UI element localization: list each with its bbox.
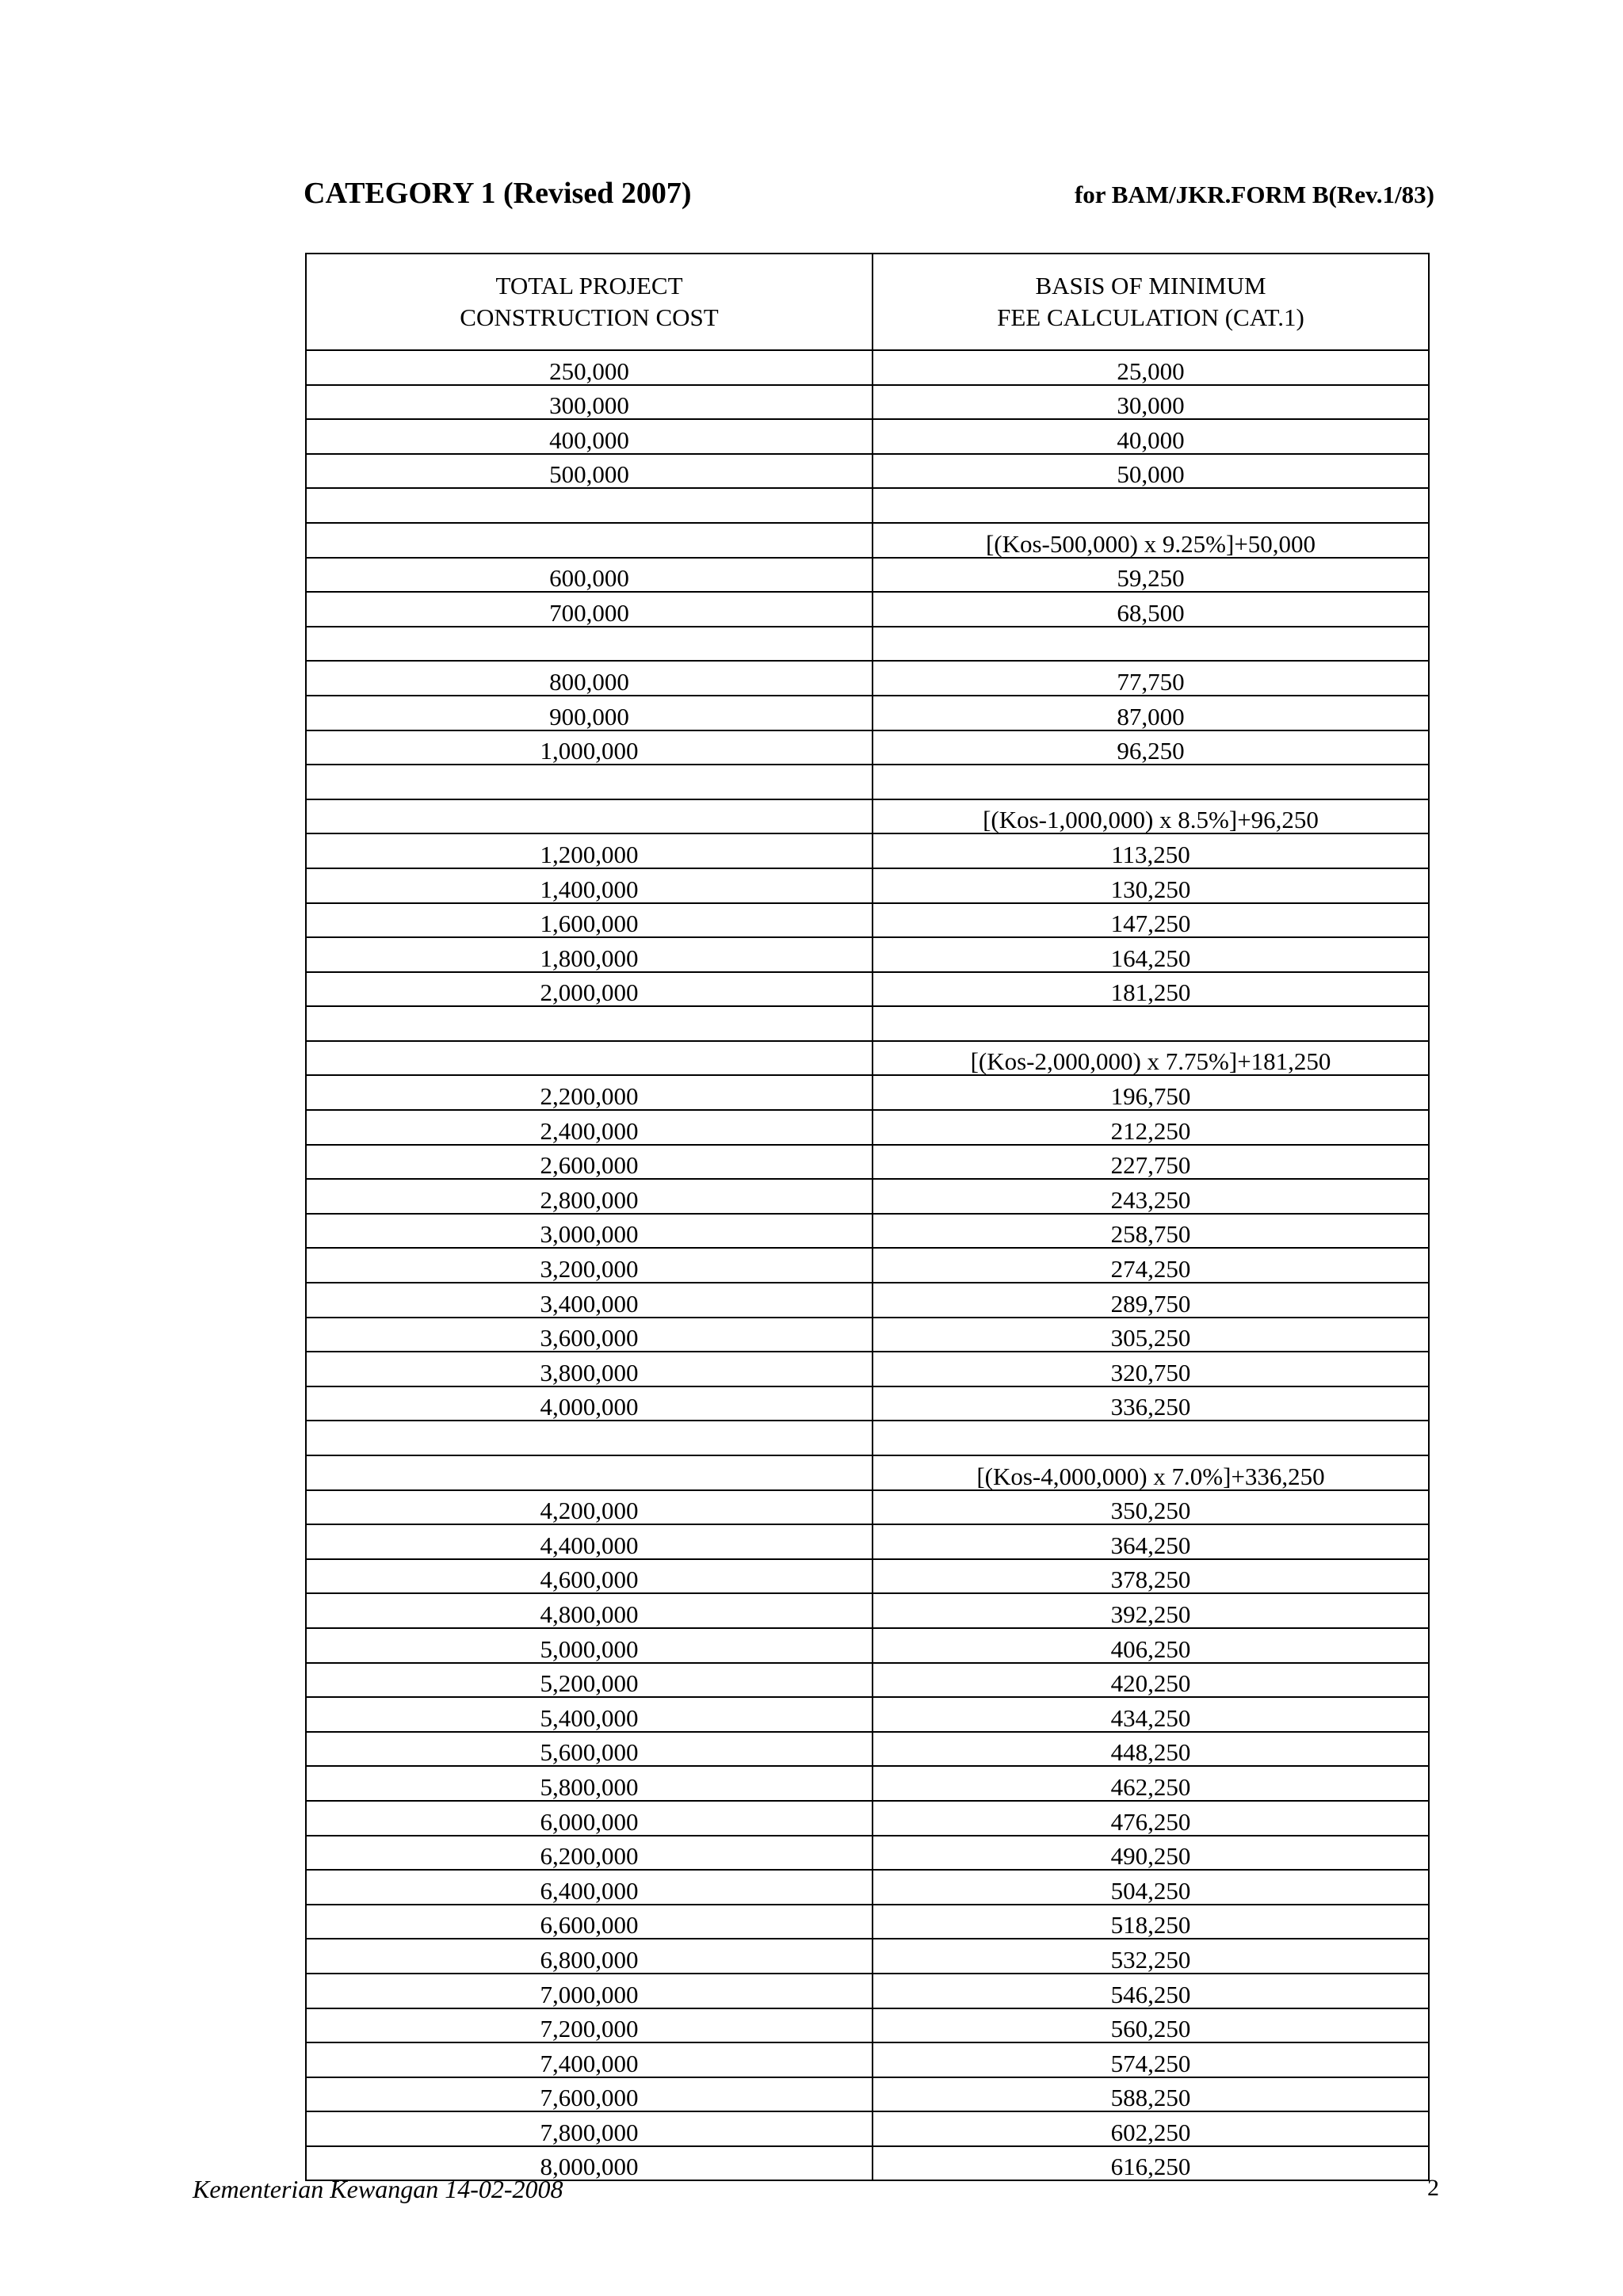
table-row	[306, 1421, 1429, 1455]
table-row	[306, 868, 1429, 903]
table-row	[306, 1455, 1429, 1490]
header-line: BASIS OF MINIMUM	[1035, 272, 1266, 299]
fee-cell: 164,250	[873, 937, 1429, 972]
table-row	[306, 903, 1429, 938]
fee-cell: 448,250	[873, 1732, 1429, 1767]
cost-cell: 4,600,000	[306, 1559, 873, 1594]
cost-cell: 5,800,000	[306, 1766, 873, 1801]
page-number: 2	[1427, 2175, 1439, 2201]
fee-cell: [(Kos-4,000,000) x 7.0%]+336,250	[873, 1455, 1429, 1490]
cost-cell: 3,800,000	[306, 1352, 873, 1386]
form-reference: for BAM/JKR.FORM B(Rev.1/83)	[1074, 181, 1434, 208]
cost-cell: 4,200,000	[306, 1490, 873, 1525]
cost-cell: 2,800,000	[306, 1179, 873, 1214]
fee-cell	[873, 765, 1429, 799]
fee-cell: 560,250	[873, 2008, 1429, 2043]
fee-cell: 147,250	[873, 903, 1429, 938]
table-header-row	[306, 254, 1429, 350]
fee-cell: 243,250	[873, 1179, 1429, 1214]
table-row	[306, 2008, 1429, 2043]
table-row	[306, 937, 1429, 972]
table-row	[306, 592, 1429, 627]
cost-cell: 6,800,000	[306, 1939, 873, 1974]
cost-cell: 700,000	[306, 592, 873, 627]
fee-cell: 59,250	[873, 558, 1429, 593]
fee-cell: 50,000	[873, 454, 1429, 489]
fee-cell: 96,250	[873, 730, 1429, 765]
table-row	[306, 1663, 1429, 1698]
cost-cell	[306, 488, 873, 523]
footer-ministry-date: Kementerian Kewangan 14-02-2008	[193, 2175, 563, 2203]
cost-cell: 4,800,000	[306, 1593, 873, 1628]
cost-cell: 4,000,000	[306, 1386, 873, 1421]
cost-cell: 500,000	[306, 454, 873, 489]
table-row	[306, 2077, 1429, 2112]
cost-cell: 7,000,000	[306, 1974, 873, 2008]
fee-cell: 378,250	[873, 1559, 1429, 1594]
cost-cell	[306, 765, 873, 799]
cost-cell	[306, 1421, 873, 1455]
table-row	[306, 2111, 1429, 2146]
table-row	[306, 2042, 1429, 2077]
cost-cell: 5,400,000	[306, 1697, 873, 1732]
cost-cell: 900,000	[306, 696, 873, 730]
fee-cell	[873, 1006, 1429, 1041]
table-row	[306, 1248, 1429, 1283]
fee-cell: 113,250	[873, 833, 1429, 868]
cost-cell: 7,800,000	[306, 2111, 873, 2146]
cost-cell: 5,600,000	[306, 1732, 873, 1767]
table-row	[306, 1283, 1429, 1318]
cost-cell	[306, 523, 873, 558]
cost-cell: 4,400,000	[306, 1524, 873, 1559]
cost-cell: 3,200,000	[306, 1248, 873, 1283]
table-row	[306, 1593, 1429, 1628]
cost-cell	[306, 1006, 873, 1041]
cost-cell: 1,400,000	[306, 868, 873, 903]
table-row	[306, 1939, 1429, 1974]
fee-cell: 25,000	[873, 350, 1429, 385]
fee-cell	[873, 488, 1429, 523]
table-row	[306, 1318, 1429, 1352]
cost-cell: 6,600,000	[306, 1905, 873, 1939]
cost-cell	[306, 1041, 873, 1076]
fee-cell: 350,250	[873, 1490, 1429, 1525]
cost-cell: 6,000,000	[306, 1801, 873, 1836]
table-row	[306, 661, 1429, 696]
cost-cell: 1,000,000	[306, 730, 873, 765]
fee-cell: 532,250	[873, 1939, 1429, 1974]
fee-cell: 87,000	[873, 696, 1429, 730]
fee-cell: 77,750	[873, 661, 1429, 696]
table-row	[306, 1801, 1429, 1836]
table-row	[306, 350, 1429, 385]
cost-cell	[306, 799, 873, 834]
table-row	[306, 1352, 1429, 1386]
table-row	[306, 696, 1429, 730]
cost-cell: 3,400,000	[306, 1283, 873, 1318]
table-body	[306, 350, 1429, 2180]
cost-cell: 3,000,000	[306, 1214, 873, 1249]
fee-table	[305, 253, 1430, 2181]
cost-cell: 2,400,000	[306, 1110, 873, 1145]
cost-cell: 2,200,000	[306, 1075, 873, 1110]
table-row	[306, 833, 1429, 868]
fee-cell: 227,750	[873, 1145, 1429, 1180]
cost-cell: 5,000,000	[306, 1628, 873, 1663]
table-row	[306, 419, 1429, 454]
cost-cell: 7,200,000	[306, 2008, 873, 2043]
table-row	[306, 523, 1429, 558]
fee-cell: 212,250	[873, 1110, 1429, 1145]
fee-cell: 68,500	[873, 592, 1429, 627]
fee-cell: 434,250	[873, 1697, 1429, 1732]
fee-cell: 289,750	[873, 1283, 1429, 1318]
cost-cell: 7,400,000	[306, 2042, 873, 2077]
fee-cell: 476,250	[873, 1801, 1429, 1836]
fee-cell: 130,250	[873, 868, 1429, 903]
table-row	[306, 1870, 1429, 1905]
header-line: CONSTRUCTION COST	[460, 303, 719, 331]
table-row	[306, 1075, 1429, 1110]
fee-cell: 406,250	[873, 1628, 1429, 1663]
table-row	[306, 972, 1429, 1007]
table-row	[306, 488, 1429, 523]
page-title: CATEGORY 1 (Revised 2007)	[304, 177, 692, 210]
fee-cell: 320,750	[873, 1352, 1429, 1386]
cost-cell: 6,400,000	[306, 1870, 873, 1905]
table-row	[306, 627, 1429, 662]
table-row	[306, 1905, 1429, 1939]
cost-cell: 6,200,000	[306, 1836, 873, 1871]
table-row	[306, 1041, 1429, 1076]
fee-cell: 588,250	[873, 2077, 1429, 2112]
fee-cell	[873, 1421, 1429, 1455]
table-row	[306, 1490, 1429, 1525]
cost-cell: 3,600,000	[306, 1318, 873, 1352]
table-row	[306, 1559, 1429, 1594]
fee-cell: [(Kos-1,000,000) x 8.5%]+96,250	[873, 799, 1429, 834]
table-row	[306, 1766, 1429, 1801]
fee-cell: 364,250	[873, 1524, 1429, 1559]
fee-cell: [(Kos-500,000) x 9.25%]+50,000	[873, 523, 1429, 558]
table-row	[306, 1006, 1429, 1041]
table-row	[306, 1524, 1429, 1559]
header-total-project-cost	[306, 254, 873, 350]
fee-cell: 518,250	[873, 1905, 1429, 1939]
fee-cell: 336,250	[873, 1386, 1429, 1421]
cost-cell: 5,200,000	[306, 1663, 873, 1698]
cost-cell: 8,000,000	[306, 2146, 873, 2181]
cost-cell: 1,200,000	[306, 833, 873, 868]
table-row	[306, 1697, 1429, 1732]
table-row	[306, 1732, 1429, 1767]
table-row	[306, 1974, 1429, 2008]
table-row	[306, 1145, 1429, 1180]
fee-cell: 392,250	[873, 1593, 1429, 1628]
table-row	[306, 454, 1429, 489]
cost-cell: 250,000	[306, 350, 873, 385]
fee-cell: 490,250	[873, 1836, 1429, 1871]
table-row	[306, 1110, 1429, 1145]
fee-cell: [(Kos-2,000,000) x 7.75%]+181,250	[873, 1041, 1429, 1076]
cost-cell: 7,600,000	[306, 2077, 873, 2112]
header-line: FEE CALCULATION (CAT.1)	[997, 303, 1304, 331]
table-row	[306, 558, 1429, 593]
fee-cell: 420,250	[873, 1663, 1429, 1698]
header-line: TOTAL PROJECT	[495, 272, 683, 299]
cost-cell: 2,000,000	[306, 972, 873, 1007]
table-row	[306, 385, 1429, 420]
fee-cell: 181,250	[873, 972, 1429, 1007]
fee-cell: 30,000	[873, 385, 1429, 420]
cost-cell: 2,600,000	[306, 1145, 873, 1180]
fee-cell: 602,250	[873, 2111, 1429, 2146]
table-row	[306, 765, 1429, 799]
cost-cell	[306, 627, 873, 662]
fee-cell: 574,250	[873, 2042, 1429, 2077]
table-row	[306, 1628, 1429, 1663]
table-row	[306, 1179, 1429, 1214]
fee-cell: 616,250	[873, 2146, 1429, 2181]
fee-cell: 504,250	[873, 1870, 1429, 1905]
fee-cell: 40,000	[873, 419, 1429, 454]
cost-cell: 800,000	[306, 661, 873, 696]
fee-cell: 546,250	[873, 1974, 1429, 2008]
table-row	[306, 1214, 1429, 1249]
cost-cell	[306, 1455, 873, 1490]
fee-cell: 258,750	[873, 1214, 1429, 1249]
cost-cell: 1,600,000	[306, 903, 873, 938]
fee-cell	[873, 627, 1429, 662]
cost-cell: 1,800,000	[306, 937, 873, 972]
fee-cell: 462,250	[873, 1766, 1429, 1801]
cost-cell: 600,000	[306, 558, 873, 593]
table-row	[306, 1386, 1429, 1421]
table-row	[306, 730, 1429, 765]
fee-cell: 305,250	[873, 1318, 1429, 1352]
header-minimum-fee-basis	[873, 254, 1429, 350]
cost-cell: 300,000	[306, 385, 873, 420]
fee-cell: 274,250	[873, 1248, 1429, 1283]
cost-cell: 400,000	[306, 419, 873, 454]
table-row	[306, 799, 1429, 834]
table-row	[306, 1836, 1429, 1871]
fee-cell: 196,750	[873, 1075, 1429, 1110]
